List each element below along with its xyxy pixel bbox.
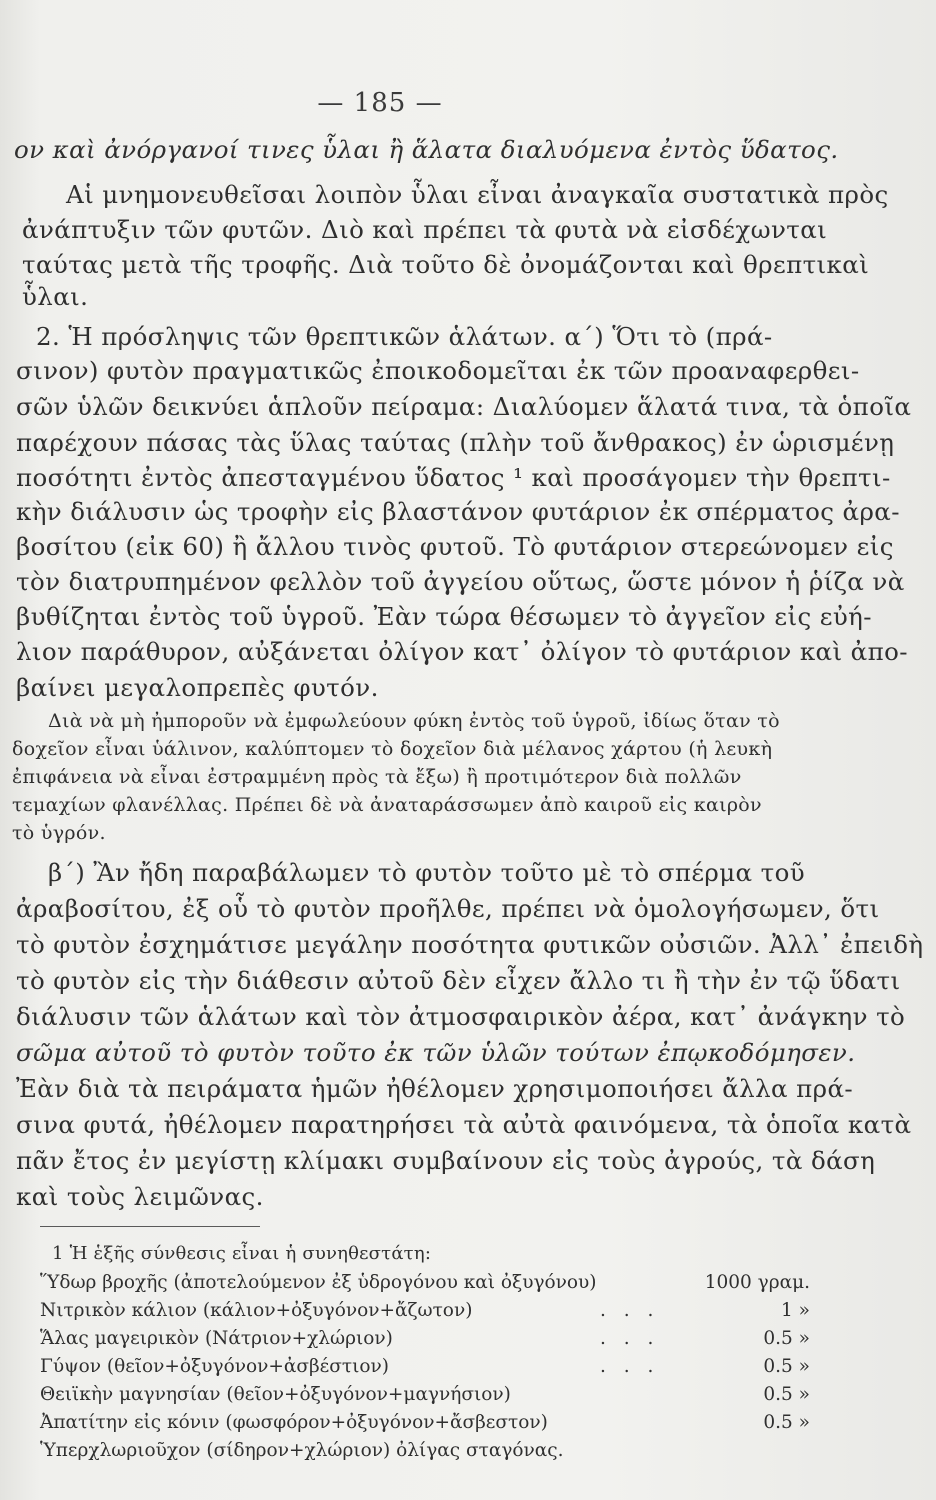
leader-dots: . . . [600, 1328, 660, 1349]
text-line: σινα φυτά, ἠθέλομεν παρατηρήσει τὰ αὐτὰ φαινόμενα, τὰ ὁποῖα κατὰ [16, 1110, 912, 1139]
note-line: δοχεῖον εἶναι ὑάλινον, καλύπτομεν τὸ δοχεῖον διὰ μέλανος χάρτου (ἡ λευκὴ [12, 738, 773, 760]
text-line: ἀνάπτυξιν τῶν φυτῶν. Διὸ καὶ πρέπει τὰ φυτὰ νὰ εἰσδέχωνται [22, 215, 828, 244]
text-line: τὸν διατρυπημένον φελλὸν τοῦ ἀγγείου οὕτως, ὥστε μόνον ἡ ῥίζα νὰ [16, 567, 905, 596]
text-line: βυθίζηται ἐντὸς τοῦ ὑγροῦ. Ἐὰν τώρα θέσωμεν τὸ ἀγγεῖον εἰς εὐή- [16, 602, 872, 631]
text-line: κὴν διάλυσιν ὡς τροφὴν εἰς βλαστάνον φυτάριον ἐκ σπέρματος ἀρα- [16, 497, 900, 526]
text-line: Αἱ μνημονευθεῖσαι λοιπὸν ὗλαι εἶναι ἀναγκαῖα συστατικὰ πρὸς [66, 180, 889, 209]
footnote-intro: 1 Ἡ ἑξῆς σύνθεσις εἶναι ἡ συνηθεστάτη: [52, 1243, 432, 1264]
page-number: — 185 — [317, 88, 443, 118]
footnote-row [40, 1356, 810, 1377]
footnote-item: Ὑπερχλωριοῦχον (σίδηρον+χλώριον) ὀλίγας σταγόνας. [40, 1440, 564, 1461]
footnote-row [40, 1300, 810, 1321]
note-line: ἐπιφάνεια νὰ εἶναι ἐστραμμένη πρὸς τὰ ἔξω) ἢ προτιμότερον διὰ πολλῶν [12, 766, 742, 788]
text-line: Ἐὰν διὰ τὰ πειράματα ἡμῶν ἠθέλομεν χρησιμοποιήσει ἄλλα πρά- [16, 1074, 854, 1103]
text-line: παρέχουν πάσας τὰς ὕλας ταύτας (πλὴν τοῦ ἄνθρακος) ἐν ὡρισμένῃ [16, 428, 895, 457]
section-heading-line: 2. Ἡ πρόσληψις τῶν θρεπτικῶν ἁλάτων. α΄) Ὅτι τὸ (πρά- [36, 322, 773, 351]
text-line: σῶμα αὐτοῦ τὸ φυτὸν τοῦτο ἐκ τῶν ὑλῶν τούτων ἐπῳκοδόμησεν. [16, 1038, 856, 1067]
text-line: σῶν ὑλῶν δεικνύει ἁπλοῦν πείραμα: Διαλύομεν ἅλατά τινα, τὰ ὁποῖα [16, 392, 912, 421]
text-line: βοσίτου (εἰκ 60) ἢ ἄλλου τινὸς φυτοῦ. Τὸ φυτάριον στερεώνομεν εἰς [16, 532, 894, 561]
note-line: τεμαχίων φλανέλλας. Πρέπει δὲ νὰ ἀναταράσσωμεν ἀπὸ καιροῦ εἰς καιρὸν [12, 794, 762, 816]
footnote-qty: 0.5 » [763, 1328, 810, 1349]
footnote-item: Νιτρικὸν κάλιον (κάλιον+ὀξυγόνον+ἄζωτον) [40, 1300, 473, 1321]
footnote-row [40, 1412, 810, 1433]
text-line: ὗλαι. [22, 282, 89, 311]
text-line: τὸ φυτὸν εἰς τὴν διάθεσιν αὐτοῦ δὲν εἶχεν ἄλλο τι ἢ τὴν ἐν τῷ ὕδατι [16, 966, 901, 995]
text-line: λιον παράθυρον, αὐξάνεται ὀλίγον κατ᾿ ὀλίγον τὸ φυτάριον καὶ ἀπο- [16, 637, 908, 666]
leader-dots: . . . [600, 1356, 660, 1377]
footnote-row [40, 1328, 810, 1349]
text-line: ποσότητι ἐντὸς ἀπεσταγμένου ὕδατος ¹ καὶ προσάγομεν τὴν θρεπτι- [16, 463, 891, 492]
footnote-item: Θειϊκὴν μαγνησίαν (θεῖον+ὀξυγόνον+μαγνήσιον) [40, 1384, 511, 1405]
footnote-row [40, 1440, 810, 1461]
footnote-row [40, 1272, 810, 1293]
footnote-item: Ἀπατίτην εἰς κόνιν (φωσφόρον+ὀξυγόνον+ἄσβεστον) [40, 1412, 548, 1433]
footnote-row [40, 1384, 810, 1405]
footnote-item: Ἅλας μαγειρικὸν (Νάτριον+χλώριον) [40, 1328, 393, 1349]
text-line: διάλυσιν τῶν ἁλάτων καὶ τὸν ἀτμοσφαιρικὸν ἀέρα, κατ᾿ ἀνάγκην τὸ [16, 1002, 906, 1031]
note-line: τὸ ὑγρόν. [12, 822, 106, 844]
text-line: ον καὶ ἀνόργανοί τινες ὗλαι ἢ ἅλατα διαλυόμενα ἐντὸς ὕδατος. [14, 135, 839, 164]
footnote-qty: 1 » [781, 1300, 810, 1321]
text-line: τὸ φυτὸν ἐσχημάτισε μεγάλην ποσότητα φυτικῶν οὐσιῶν. Ἀλλ᾿ ἐπειδὴ [16, 930, 924, 959]
text-line: βαίνει μεγαλοπρεπὲς φυτόν. [16, 673, 379, 702]
note-line: Διὰ νὰ μὴ ἠμποροῦν νὰ ἐμφωλεύουν φύκη ἐντὸς τοῦ ὑγροῦ, ἰδίως ὅταν τὸ [48, 710, 780, 732]
footnote-item: Ὕδωρ βροχῆς (ἀποτελούμενον ἐξ ὑδρογόνου καὶ ὀξυγόνου) [40, 1272, 597, 1293]
footnote-qty: 1000 γραμ. [704, 1272, 810, 1293]
leader-dots: . . . [600, 1300, 660, 1321]
text-line: καὶ τοὺς λειμῶνας. [16, 1182, 264, 1211]
text-line: σινον) φυτὸν πραγματικῶς ἐποικοδομεῖται ἐκ τῶν προαναφερθει- [16, 356, 860, 385]
text-line: πᾶν ἔτος ἐν μεγίστῃ κλίμακι συμβαίνουν εἰς τοὺς ἀγρούς, τὰ δάση [16, 1146, 876, 1175]
text-line: ταύτας μετὰ τῆς τροφῆς. Διὰ τοῦτο δὲ ὀνομάζονται καὶ θρεπτικαὶ [22, 250, 870, 279]
footnote-divider [40, 1226, 260, 1227]
text-line: β΄) Ἂν ἤδη παραβάλωμεν τὸ φυτὸν τοῦτο μὲ τὸ σπέρμα τοῦ [48, 858, 806, 887]
footnote-qty: 0.5 » [763, 1384, 810, 1405]
footnote-qty: 0.5 » [763, 1412, 810, 1433]
text-line: ἀραβοσίτου, ἐξ οὗ τὸ φυτὸν προῆλθε, πρέπει νὰ ὁμολογήσωμεν, ὅτι [16, 894, 880, 923]
footnote-qty: 0.5 » [763, 1356, 810, 1377]
footnote-item: Γύψον (θεῖον+ὀξυγόνον+ἀσβέστιον) [40, 1356, 389, 1377]
